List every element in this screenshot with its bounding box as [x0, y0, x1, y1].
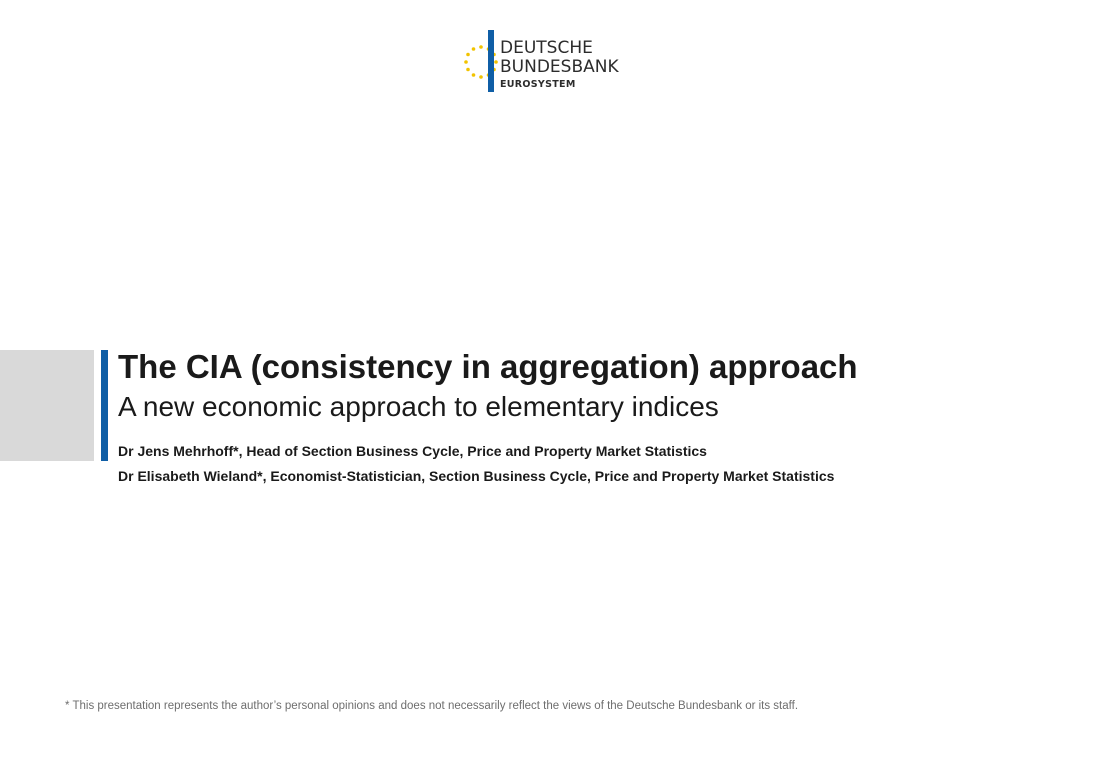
logo-text-bundesbank: BUNDESBANK: [500, 57, 619, 77]
logo-text-deutsche: DEUTSCHE: [500, 38, 593, 58]
author-line: Dr Jens Mehrhoff*, Head of Section Business Cycle, Price and Property Market Statistics: [118, 443, 707, 459]
author-line: Dr Elisabeth Wieland*, Economist-Statistician, Section Business Cycle, Price and Property Market Statistics: [118, 468, 835, 484]
logo-bar: [488, 30, 494, 92]
logo-text-eurosystem: EUROSYSTEM: [500, 79, 576, 90]
euro-stars-icon: [462, 43, 500, 81]
disclaimer-footnote: * This presentation represents the author’s personal opinions and does not necessarily reflect the views of the Deutsche Bundesbank or its staff.: [65, 700, 799, 712]
bundesbank-logo: [462, 30, 632, 94]
decorative-blue-accent-bar: [101, 350, 108, 461]
slide-title: The CIA (consistency in aggregation) approach: [118, 348, 858, 385]
decorative-grey-block: [0, 350, 94, 461]
slide-subtitle: A new economic approach to elementary indices: [118, 391, 719, 422]
